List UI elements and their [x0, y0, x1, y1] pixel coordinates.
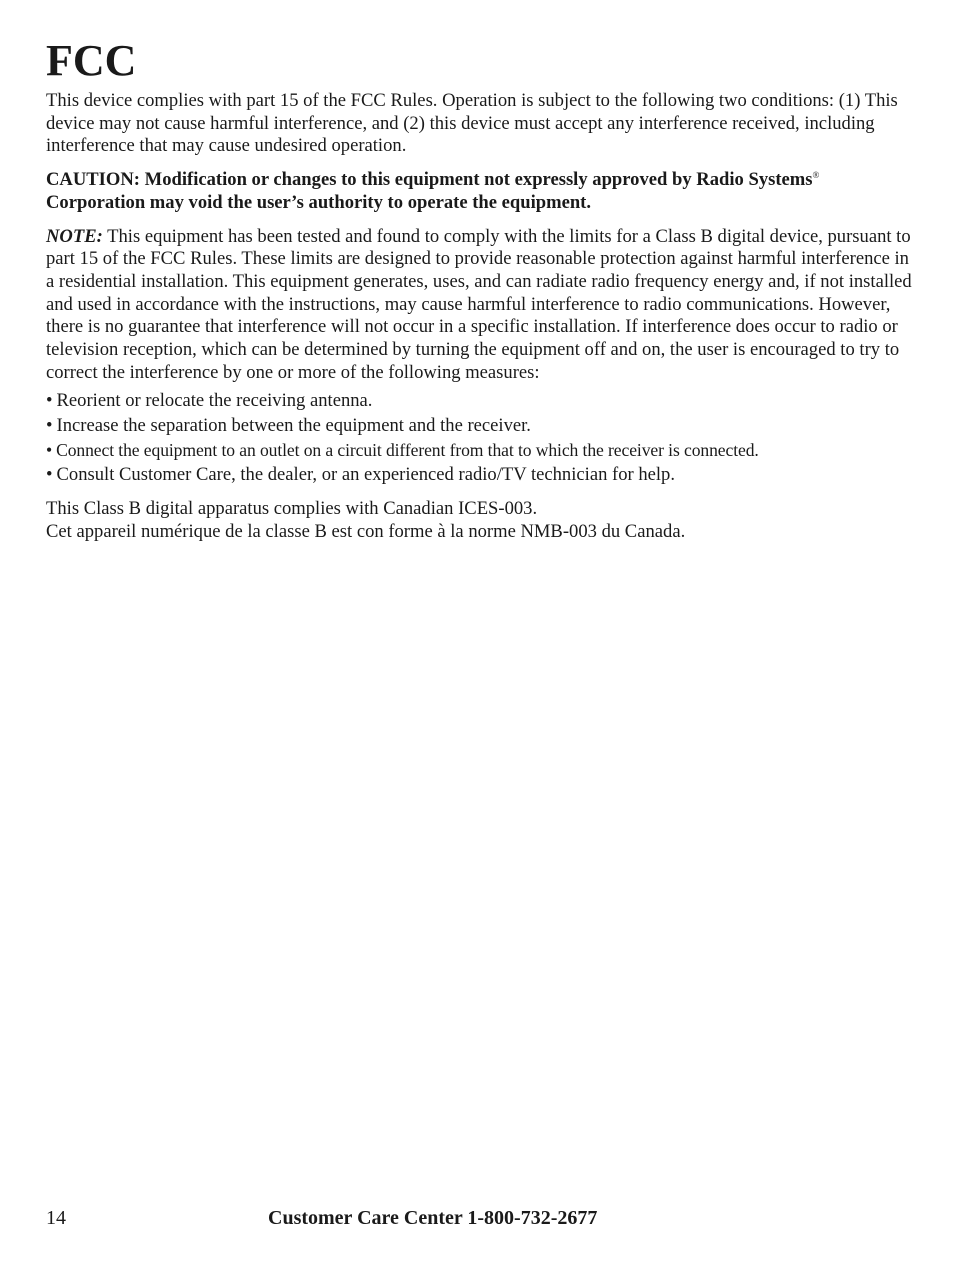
caution-paragraph — [46, 169, 916, 214]
measures-list — [46, 389, 916, 487]
intro-paragraph: This device complies with part 15 of the FCC Rules. Operation is subject to the following two conditions: (1) This device may not cause harmful interference, and (2) this device must accept any interference received, including interference that may cause undesired operation. — [46, 90, 898, 157]
customer-care-line: Customer Care Center 1-800-732-2677 — [268, 1207, 598, 1229]
fcc-page — [46, 38, 916, 544]
list-item — [46, 438, 916, 463]
page-number: 14 — [46, 1207, 66, 1229]
bullet-icon: • — [46, 414, 53, 436]
note-paragraph — [46, 226, 916, 385]
list-item-text: Reorient or relocate the receiving antenna. — [56, 390, 373, 412]
page-title: FCC — [46, 36, 137, 85]
list-item-text: Connect the equipment to an outlet on a circuit different from that to which the receiver is connected. — [56, 440, 759, 461]
list-item — [46, 414, 916, 439]
note-label: NOTE: — [46, 225, 103, 247]
list-item-text: Consult Customer Care, the dealer, or an experienced radio/TV technician for help. — [56, 463, 676, 485]
page-footer — [46, 1203, 916, 1233]
caution-text-part2: Corporation may void the user’s authority to operate the equipment. — [46, 191, 592, 213]
canada-compliance — [46, 498, 916, 543]
canada-french-statement: Cet appareil numérique de la classe B est con forme à la norme NMB-003 du Canada. — [46, 521, 686, 543]
bullet-icon: • — [46, 440, 53, 461]
list-item — [46, 389, 916, 414]
note-text: This equipment has been tested and found to comply with the limits for a Class B digital device, pursuant to part 15 of the FCC Rules. These limits are designed to provide reasonable protection against harmful interference in a residential installation. This equipment generates, uses, and can radiate radio frequency energy and, if not installed and used in accordance with the instructions, may cause harmful interference to radio communications. However, there is no guarantee that interference will not occur in a specific installation. If interference does occur to radio or television reception, which can be determined by turning the equipment off and on, the user is encouraged to try to correct the interference by one or more of the following measures: — [46, 225, 912, 383]
list-item — [46, 463, 916, 488]
bullet-icon: • — [46, 463, 53, 485]
list-item-text: Increase the separation between the equipment and the receiver. — [56, 414, 531, 436]
registered-mark: ® — [812, 169, 820, 180]
caution-text-part1: CAUTION: Modification or changes to this equipment not expressly approved by Radio Systems — [46, 169, 813, 191]
bullet-icon: • — [46, 390, 53, 412]
canada-english-statement: This Class B digital apparatus complies with Canadian ICES-003. — [46, 498, 538, 520]
